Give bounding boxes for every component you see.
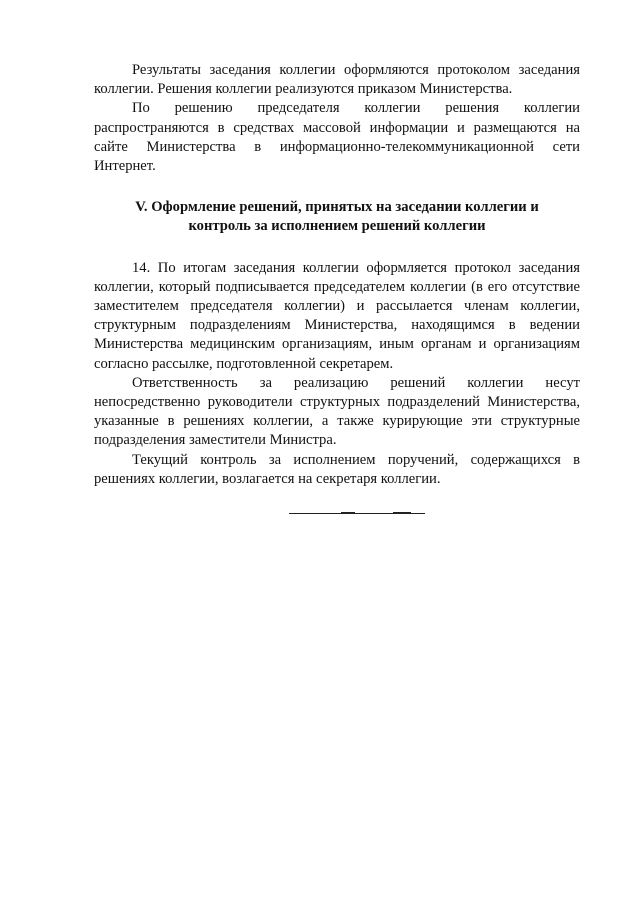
document-body — [94, 61, 580, 489]
paragraph-publication: По решению председателя коллегии решения коллегии распространяются в средствах массовой информации и размещаются на сайте Министерства в информационно-телекоммуникационной сети Интернет. — [94, 100, 580, 175]
section-heading-line-1: V. Оформление решений, принятых на заседании коллегии и — [135, 199, 539, 216]
section-heading-line-2: контроль за исполнением решений коллегии — [188, 218, 486, 235]
end-of-document-line — [289, 512, 425, 514]
section-heading — [94, 198, 580, 236]
paragraph-protocol: 14. По итогам заседания коллегии оформляется протокол заседания коллегии, который подписывается председателем коллегии (в его отсутствие заместителем председателя коллегии) и рассылается членам коллегии, структурным подразделениям Министерства, находящимся в ведении Министерства медицинским организациям, иным органам и организациям согласно рассылке, подготовленной секретарем. — [94, 259, 580, 372]
end-line-mark-left — [341, 512, 355, 514]
paragraph-responsibility: Ответственность за реализацию решений коллегии несут непосредственно руководители структурных подразделений Министерства, указанные в решениях коллегии, а также курирующие эти структурные подразделения заместители Министра. — [94, 374, 580, 449]
end-line-mark-right — [393, 512, 411, 514]
paragraph-results: Результаты заседания коллегии оформляются протоколом заседания коллегии. Решения коллегии реализуются приказом Министерства. — [94, 62, 580, 98]
paragraph-control: Текущий контроль за исполнением поручений, содержащихся в решениях коллегии, возлагается на секретаря коллегии. — [94, 451, 580, 487]
